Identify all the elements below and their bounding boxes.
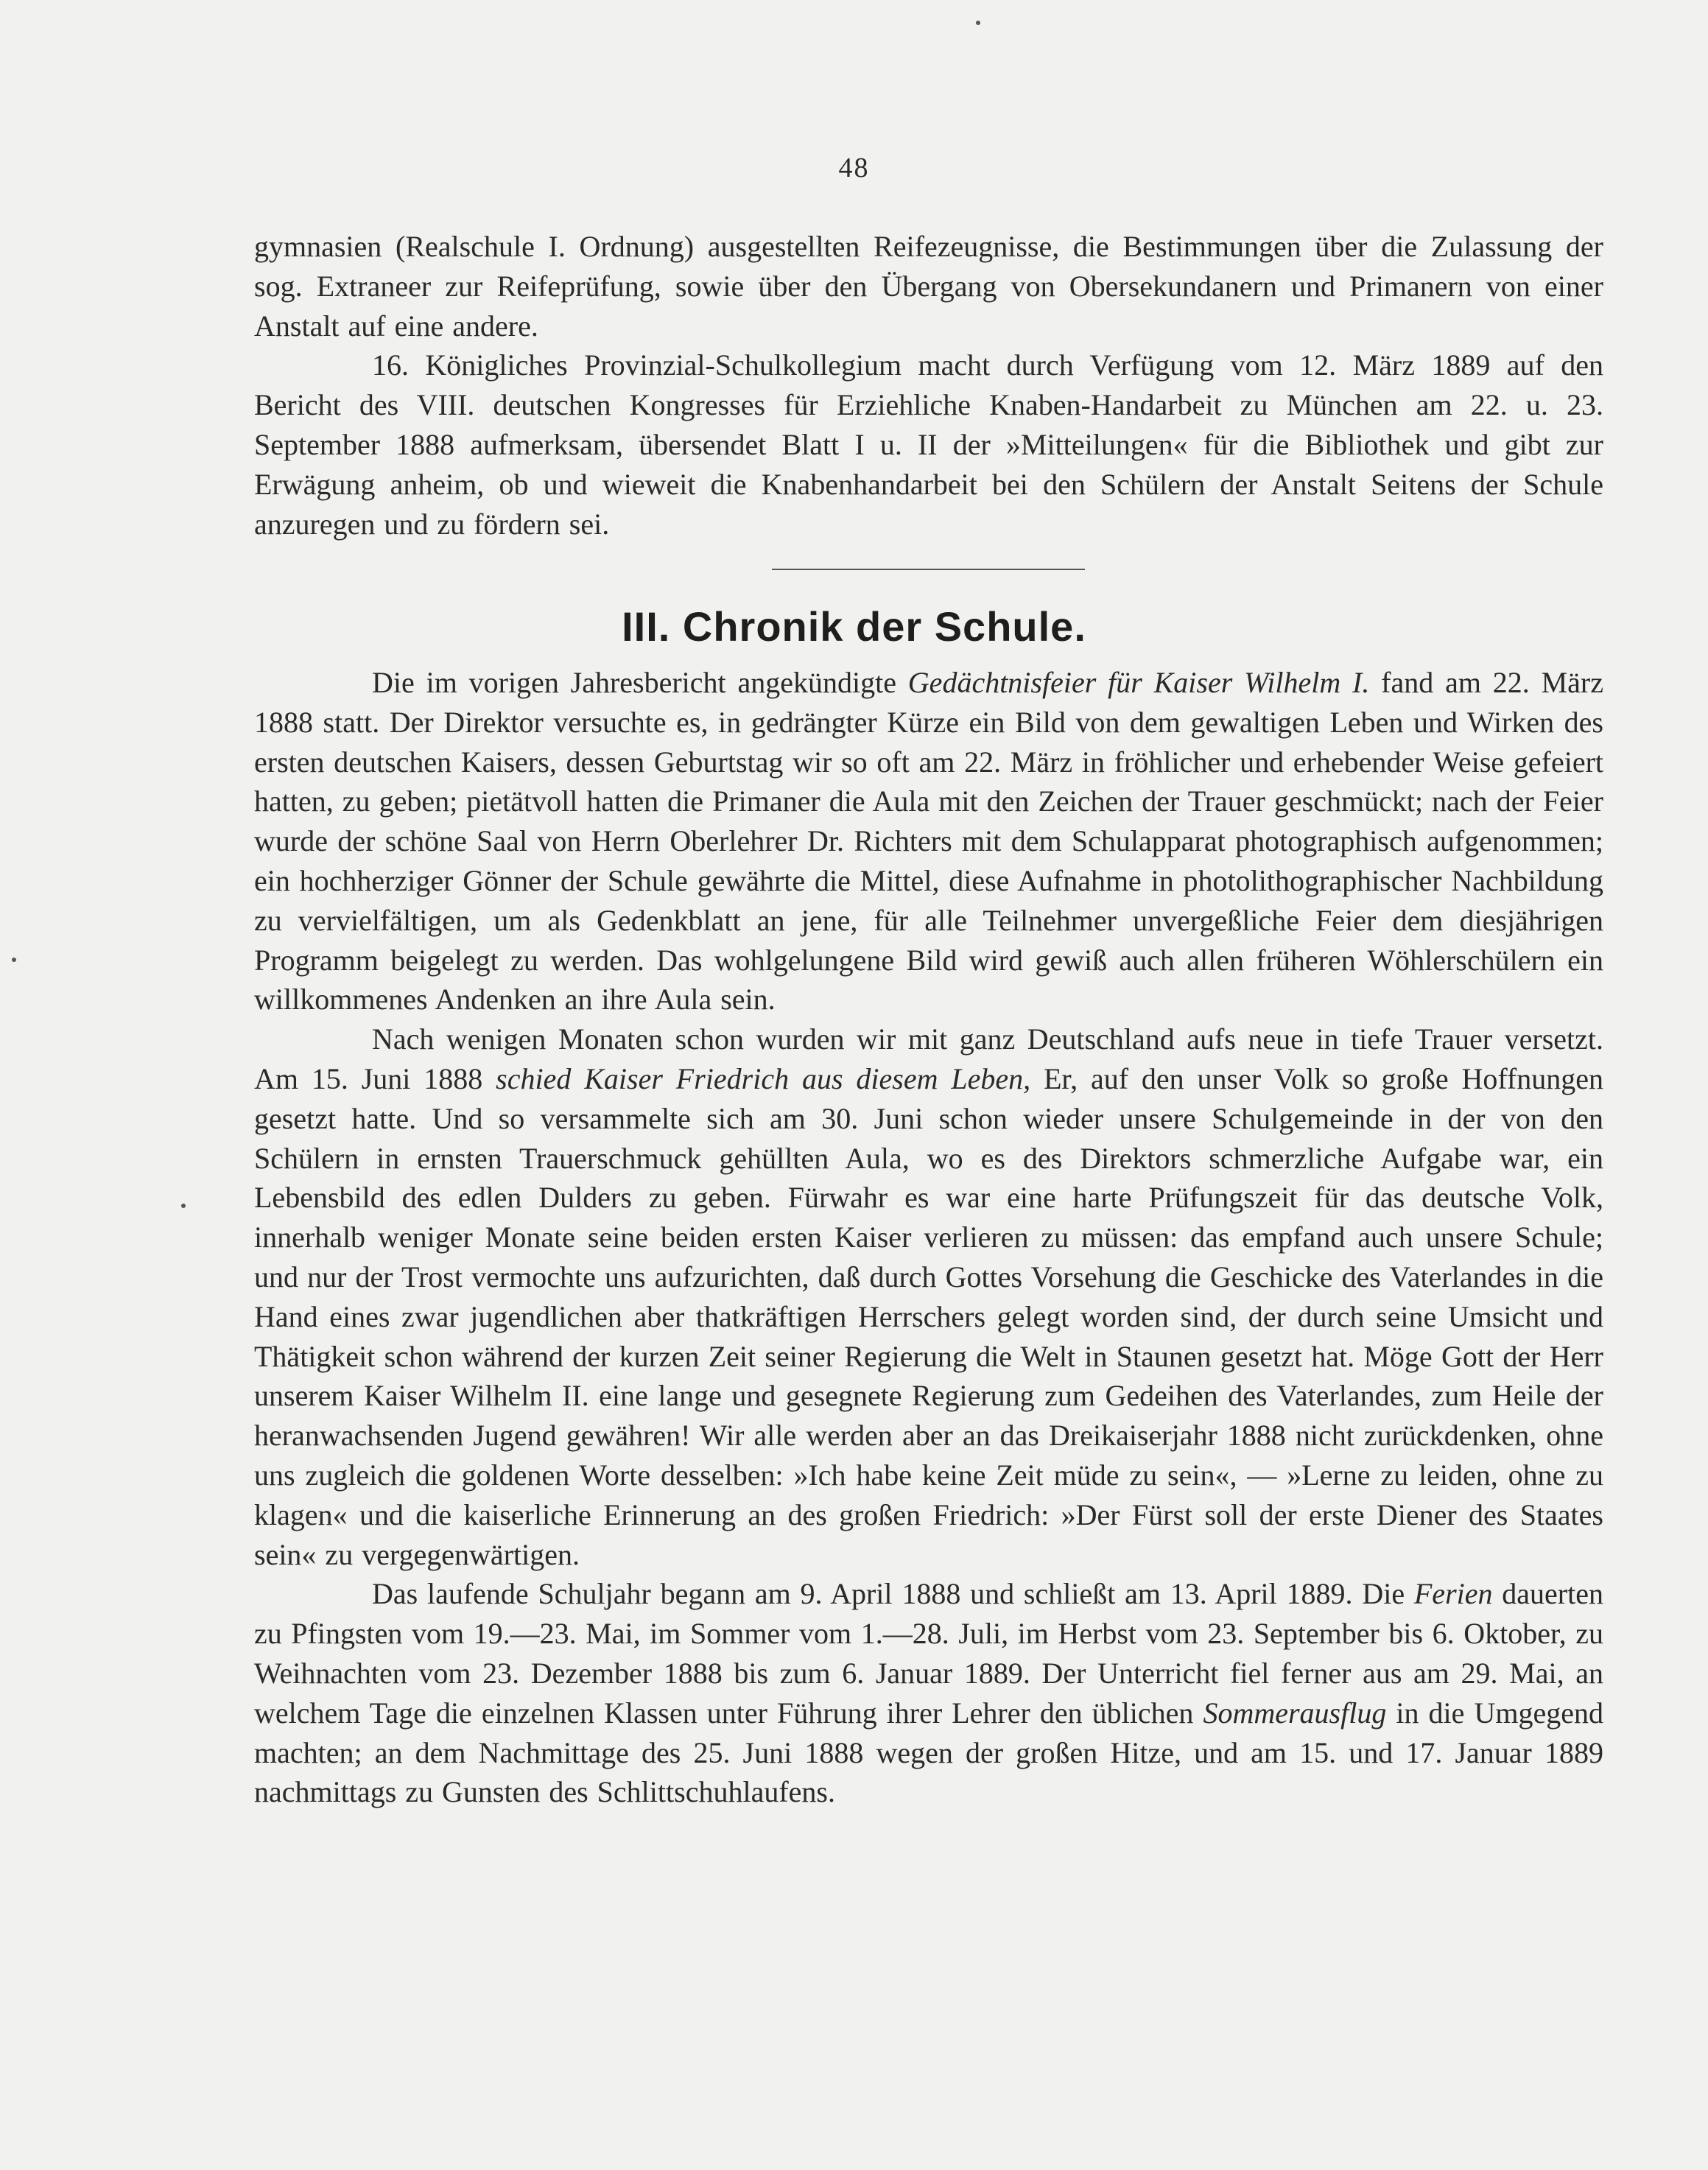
section-heading: III. Chronik der Schule. (622, 603, 1086, 650)
page-number: 48 (838, 152, 870, 183)
scan-speck (976, 21, 980, 25)
paragraph-text: Das laufende Schuljahr begann am 9. April 1888 und schließt am 13. April 1889. Die (372, 1577, 1414, 1611)
paragraph-text: Er, auf den unser Volk so große Hoffnungen gesetzt hatte. Und so versammelte sich am 30. Juni schon wieder unsere Schulgemeinde in der von den Schülern in ernsten Trauerschmuck gehüllten Aula, wo es des Direktors schmerzliche Aufgabe war, ein Lebensbild des edlen Dulders zu geben. Fürwahr es war eine harte Prüfungszeit für das deutsche Volk, innerhalb weniger Monate seine beiden ersten Kaiser verlieren zu müssen: das empfand auch unsere Schule; und nur der Trost vermochte uns aufzurichten, daß durch Gottes Vorsehung die Geschicke des Vaterlandes in die Hand eines zwar jugendlichen aber thatkräftigen Herrschers gelegt worden sind, der durch seine Umsicht und Thätigkeit schon während der kurzen Zeit seiner Regierung die Welt in Staunen gesetzt hat. Möge Gott der Herr unserem Kaiser Wilhelm II. eine lange und gesegnete Regierung zum Gedeihen des Vaterlandes, zum Heile der heranwachsenden Jugend gewähren! Wir alle werden aber an das Dreikaiserjahr 1888 nicht zurückdenken, ohne uns zugleich die goldenen Worte desselben: »Ich habe keine Zeit müde zu sein«, — »Lerne zu leiden, ohne zu klagen« und die kaiserliche Erinnerung an des großen Friedrich: »Der Fürst soll der erste Diener des Staates sein« zu vergegenwärtigen. (254, 1061, 1603, 1571)
paragraph-text: in die Umgegend machten; an dem Nachmittage des 25. Juni 1888 wegen der großen Hitze, und am 15. und 17. Januar 1889 nachmittags zu Gunsten des Schlittschuhlaufens. (254, 1696, 1603, 1809)
paragraph-text: fand am 22. März 1888 statt. Der Direktor versuchte es, in gedrängter Kürze ein Bild von dem gewaltigen Leben und Wirken des ersten deutschen Kaisers, dessen Geburtstag wir so oft am 22. März in fröhlicher und erhebender Weise gefeiert hatten, zu geben; pietätvoll hatten die Primaner die Aula mit den Zeichen der Trauer geschmückt; nach der Feier wurde der schöne Saal von Herrn Oberlehrer Dr. Richters mit dem Schulapparat photographisch aufgenommen; ein hochherziger Gönner der Schule gewährte die Mittel, diese Aufnahme in photolithographischer Nachbildung zu vervielfältigen, um als Gedenkblatt an jene, für alle Teilnehmer unvergeßliche Feier dem diesjährigen Programm beigelegt zu werden. Das wohlgelungene Bild wird gewiß auch allen früheren Wöhlerschülern ein willkommenes Andenken an ihre Aula sein. (254, 666, 1603, 1016)
paragraph-continuation: gymnasien (Realschule I. Ordnung) ausgestellten Reifezeugnisse, die Bestimmungen über die Zulassung der sog. Extraneer zur Reifeprüfung, sowie über den Übergang von Obersekundanern und Primanern von einer Anstalt auf eine andere. (254, 230, 1603, 343)
chronicle-text-block (254, 663, 1603, 1812)
top-text-block (254, 227, 1603, 544)
emphasis-text: Sommerausflug (1203, 1696, 1387, 1730)
section-divider (772, 569, 1085, 570)
emphasis-text: Ferien (1413, 1577, 1493, 1611)
paragraph-text: dauerten zu Pfingsten vom 19.—23. Mai, im Sommer vom 1.—28. Juli, im Herbst vom 23. September bis 6. Oktober, zu Weihnachten vom 23. Dezember 1888 bis zum 6. Januar 1889. Der Unterricht fiel ferner aus am 29. Mai, an welchem Tage die einzelnen Klassen unter Führung ihrer Lehrer den üblichen (254, 1577, 1603, 1730)
paragraph-item-16: 16. Königliches Provinzial-Schulkollegium macht durch Verfügung vom 12. März 1889 auf den Bericht des VIII. deutschen Kongresses für Erziehliche Knaben-Handarbeit zu München am 22. u. 23. September 1888 aufmerksam, übersendet Blatt I u. II der »Mitteilungen« für die Bibliothek und gibt zur Erwägung anheim, ob und wieweit die Knabenhandarbeit bei den Schülern der Anstalt Seitens der Schule anzuregen und zu fördern sei. (254, 348, 1603, 541)
scan-speck (12, 958, 16, 962)
paragraph-memorial-wilhelm (254, 663, 1603, 1019)
paragraph-school-year (254, 1574, 1603, 1812)
emphasis-text: schied Kaiser Friedrich aus diesem Leben, (496, 1061, 1031, 1095)
paragraph-text: Nach wenigen Monaten schon wurden wir mit ganz Deutschland aufs neue in tiefe Trauer versetzt. Am 15. Juni 1888 (254, 1022, 1603, 1095)
scan-speck (181, 1204, 186, 1208)
paragraph-text: Die im vorigen Jahresbericht angekündigte (372, 666, 908, 699)
paragraph-memorial-friedrich (254, 1019, 1603, 1574)
emphasis-text: Gedächtnisfeier für Kaiser Wilhelm I. (907, 666, 1370, 699)
